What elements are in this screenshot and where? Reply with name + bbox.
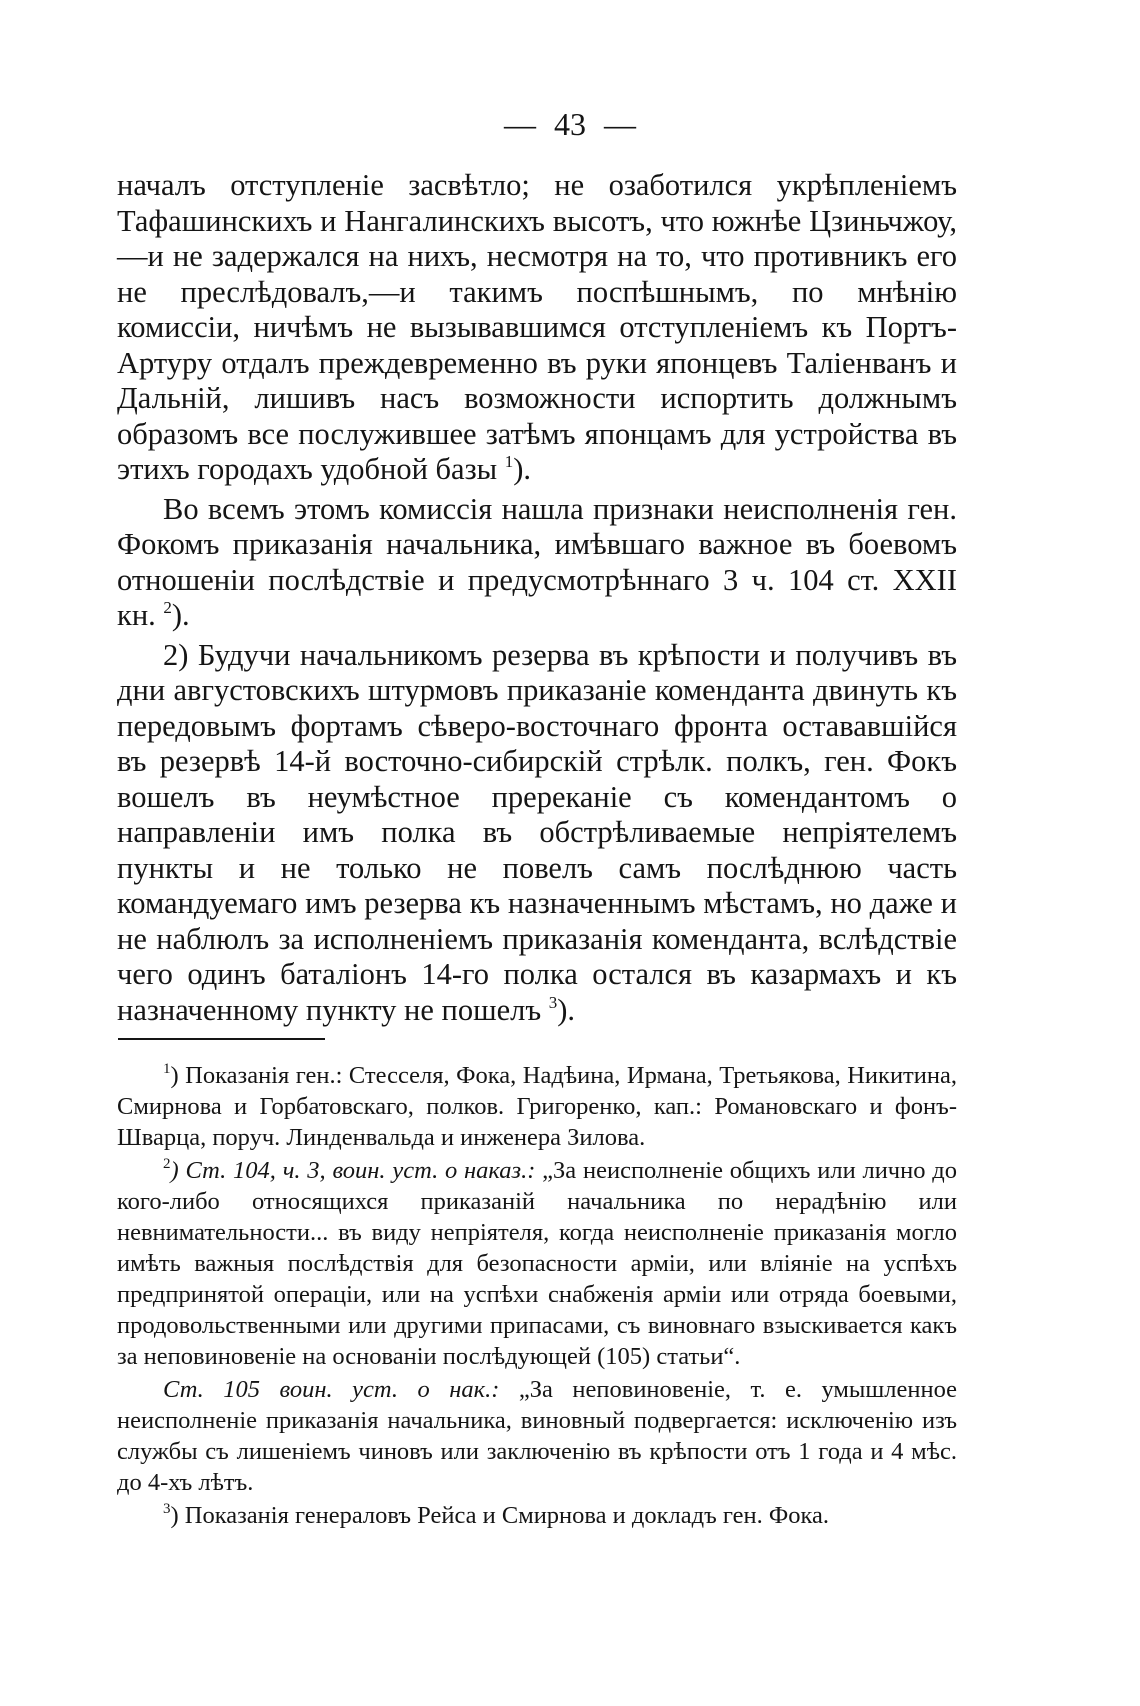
footnote-text: ) Показанія ген.: Стесселя, Фока, Надѣина, Ирмана, Третьякова, Никитина, Смирнова и Горбатовскаго, полков. Григоренко, кап.: Романовскаго и фонъ-Шварца, поруч. Линденвальда и инженера Зилова. [117, 1062, 957, 1151]
paragraph-1 [117, 168, 957, 488]
paragraph-text: 2) Будучи начальникомъ резерва въ крѣпости и получивъ въ дни августовскихъ штурмовъ приказаніе коменданта двинуть къ передовымъ фортамъ сѣверо-восточнаго фронта остававшійся въ резервѣ 14-й восточно-сибирскій стрѣлк. полкъ, ген. Фокъ вошелъ въ неумѣстное пререканіе съ комендантомъ о направленіи имъ полка въ обстрѣливаемые непріятелемъ пункты и не только не повелъ самъ послѣднюю часть командуемаго имъ резерва къ назначеннымъ мѣстамъ, но даже и не наблюлъ за исполненіемъ приказанія коменданта, вслѣдствіе чего одинъ баталіонъ 14-го полка остался въ казармахъ и къ назначенному пункту не пошелъ [117, 637, 957, 1027]
paragraph-3 [117, 638, 957, 1029]
footnote-mark: 1 [163, 1061, 171, 1077]
footnotes [117, 1060, 957, 1531]
paragraph-tail: ). [557, 992, 576, 1027]
footnote-ref-1: 1 [504, 452, 514, 471]
footnote-mark: 3 [163, 1501, 171, 1517]
page-number: — 43 — [504, 106, 636, 142]
paragraph-text: началъ отступленіе засвѣтло; не озаботился укрѣпленіемъ Тафашинскихъ и Нангалинскихъ высотъ, что южнѣе Цзиньчжоу,—и не задержался на нихъ, несмотря на то, что противникъ его не преслѣдовалъ,—и такимъ поспѣшнымъ, по мнѣнію комиссіи, ничѣмъ не вызывавшимся отступленіемъ къ Портъ-Артуру отдалъ преждевременно въ руки японцевъ Таліенванъ и Дальній, лишивъ насъ возможности испортить должнымъ образомъ все послужившее затѣмъ японцамъ для устройства въ этихъ городахъ удобной базы [117, 168, 957, 486]
footnote-citation: ) Ст. 104, ч. 3, воин. уст. о наказ.: [170, 1157, 536, 1184]
footnote-text: „За неповиновеніе, т. е. умышленное неисполненіе приказанія начальника, виновный подвергается: исключенію изъ службы съ лишеніемъ чиновъ или заключенію въ крѣпости отъ 1 года и 4 мѣс. до 4-хъ лѣтъ. [117, 1376, 957, 1496]
footnote-2 [117, 1155, 957, 1372]
footnote-mark: 2 [163, 1156, 171, 1172]
main-text [117, 168, 957, 1028]
paragraph-2 [117, 492, 957, 634]
paragraph-tail: ). [171, 598, 190, 632]
footnote-1 [117, 1060, 957, 1153]
paragraph-text: Во всемъ этомъ комиссія нашла признаки неисполненія ген. Фокомъ приказанія начальника, имѣвшаго важное въ боевомъ отношеніи послѣдствіе и предусмотрѣннаго 3 ч. 104 ст. XXII кн. [117, 491, 957, 632]
footnote-text: ) Показанія генераловъ Рейса и Смирнова и докладъ ген. Фока. [170, 1502, 829, 1529]
footnote-2-continued [117, 1374, 957, 1498]
paragraph-tail: ). [513, 452, 532, 486]
footnote-divider [118, 1038, 325, 1040]
footnote-text: „За неисполненіе общихъ или лично до кого-либо относящихся приказаній начальника по нерадѣнію или невнимательности... въ виду непріятеля, когда неисполненіе приказанія могло имѣть важныя послѣдствія для безопасности арміи, или вліяніе на успѣхъ предпринятой операціи, или на успѣхи снабженія арміи или отряда боевыми, продовольственными или другими припасами, съ виновнаго взыскивается какъ за неповиновеніе на основаніи послѣдующей (105) статьи“. [117, 1157, 957, 1370]
footnote-3 [117, 1500, 957, 1531]
footnote-ref-2: 2 [163, 598, 172, 617]
footnote-ref-3: 3 [548, 992, 558, 1012]
footnote-citation: Ст. 105 воин. уст. о нак.: [163, 1376, 500, 1403]
